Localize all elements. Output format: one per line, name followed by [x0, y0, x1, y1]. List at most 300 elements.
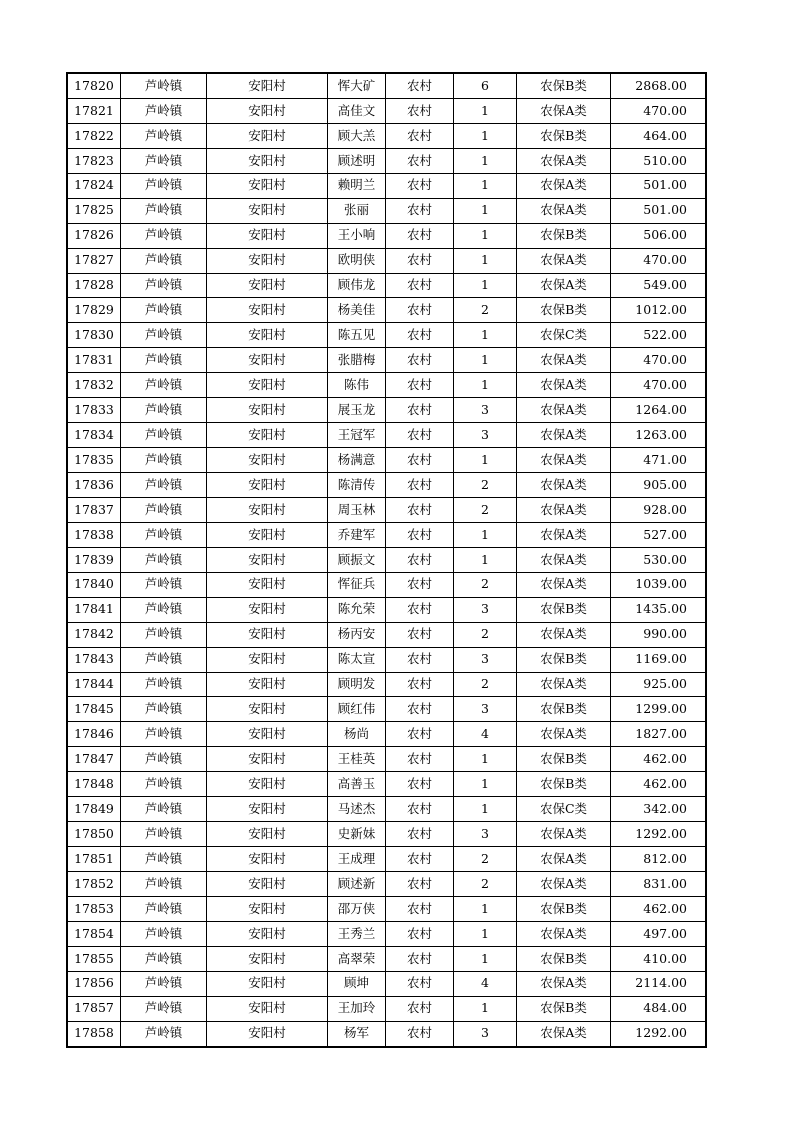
cell-name: 杨尚 [328, 722, 386, 747]
cell-serial-number: 17832 [67, 373, 121, 398]
cell-village: 安阳村 [207, 896, 328, 921]
cell-household-type: 农村 [386, 123, 454, 148]
cell-insurance-category: 农保C类 [517, 797, 611, 822]
cell-household-size: 1 [454, 323, 517, 348]
cell-household-type: 农村 [386, 622, 454, 647]
cell-amount: 1264.00 [611, 398, 707, 423]
cell-household-type: 农村 [386, 921, 454, 946]
cell-name: 马述杰 [328, 797, 386, 822]
cell-name: 王秀兰 [328, 921, 386, 946]
table-row [67, 98, 706, 123]
cell-amount: 527.00 [611, 522, 707, 547]
table-row [67, 946, 706, 971]
cell-insurance-category: 农保A类 [517, 522, 611, 547]
cell-village: 安阳村 [207, 273, 328, 298]
cell-village: 安阳村 [207, 348, 328, 373]
cell-village: 安阳村 [207, 1021, 328, 1046]
cell-insurance-category: 农保A类 [517, 921, 611, 946]
cell-amount: 1827.00 [611, 722, 707, 747]
cell-amount: 462.00 [611, 772, 707, 797]
cell-name: 陈允荣 [328, 597, 386, 622]
cell-household-size: 2 [454, 572, 517, 597]
cell-name: 顾大羔 [328, 123, 386, 148]
table-row [67, 123, 706, 148]
cell-household-size: 2 [454, 497, 517, 522]
cell-name: 王加玲 [328, 996, 386, 1021]
table-row [67, 772, 706, 797]
cell-insurance-category: 农保A类 [517, 273, 611, 298]
cell-serial-number: 17858 [67, 1021, 121, 1046]
cell-amount: 990.00 [611, 622, 707, 647]
table-row [67, 348, 706, 373]
cell-serial-number: 17830 [67, 323, 121, 348]
table-row [67, 847, 706, 872]
cell-serial-number: 17834 [67, 423, 121, 448]
table-row [67, 896, 706, 921]
cell-insurance-category: 农保A类 [517, 1021, 611, 1046]
cell-name: 陈清传 [328, 473, 386, 498]
cell-amount: 501.00 [611, 198, 707, 223]
cell-town: 芦岭镇 [121, 946, 207, 971]
cell-village: 安阳村 [207, 448, 328, 473]
cell-insurance-category: 农保A类 [517, 971, 611, 996]
cell-amount: 1435.00 [611, 597, 707, 622]
cell-name: 赖明兰 [328, 173, 386, 198]
cell-amount: 1299.00 [611, 697, 707, 722]
cell-insurance-category: 农保A类 [517, 173, 611, 198]
cell-amount: 501.00 [611, 173, 707, 198]
cell-village: 安阳村 [207, 597, 328, 622]
cell-serial-number: 17844 [67, 672, 121, 697]
cell-household-type: 农村 [386, 173, 454, 198]
cell-amount: 470.00 [611, 248, 707, 273]
cell-household-type: 农村 [386, 971, 454, 996]
cell-amount: 1169.00 [611, 647, 707, 672]
cell-household-type: 农村 [386, 822, 454, 847]
cell-household-size: 1 [454, 248, 517, 273]
cell-insurance-category: 农保A类 [517, 547, 611, 572]
cell-town: 芦岭镇 [121, 522, 207, 547]
cell-household-size: 3 [454, 697, 517, 722]
cell-amount: 812.00 [611, 847, 707, 872]
cell-town: 芦岭镇 [121, 971, 207, 996]
cell-serial-number: 17835 [67, 448, 121, 473]
cell-household-size: 2 [454, 672, 517, 697]
cell-household-type: 农村 [386, 697, 454, 722]
cell-insurance-category: 农保A类 [517, 98, 611, 123]
cell-household-type: 农村 [386, 398, 454, 423]
cell-insurance-category: 农保A类 [517, 348, 611, 373]
cell-serial-number: 17827 [67, 248, 121, 273]
cell-household-type: 农村 [386, 872, 454, 897]
cell-household-size: 1 [454, 921, 517, 946]
cell-household-size: 2 [454, 473, 517, 498]
cell-name: 顾坤 [328, 971, 386, 996]
cell-household-size: 3 [454, 423, 517, 448]
cell-insurance-category: 农保B类 [517, 223, 611, 248]
cell-name: 展玉龙 [328, 398, 386, 423]
cell-serial-number: 17843 [67, 647, 121, 672]
cell-household-size: 1 [454, 373, 517, 398]
cell-amount: 484.00 [611, 996, 707, 1021]
cell-amount: 410.00 [611, 946, 707, 971]
cell-household-type: 农村 [386, 497, 454, 522]
cell-village: 安阳村 [207, 73, 328, 98]
cell-household-type: 农村 [386, 672, 454, 697]
cell-amount: 506.00 [611, 223, 707, 248]
cell-household-size: 1 [454, 348, 517, 373]
cell-insurance-category: 农保B类 [517, 73, 611, 98]
cell-town: 芦岭镇 [121, 672, 207, 697]
cell-household-type: 农村 [386, 547, 454, 572]
cell-name: 陈五见 [328, 323, 386, 348]
cell-serial-number: 17825 [67, 198, 121, 223]
table-row [67, 373, 706, 398]
cell-name: 杨满意 [328, 448, 386, 473]
cell-name: 王成理 [328, 847, 386, 872]
cell-amount: 464.00 [611, 123, 707, 148]
table-row [67, 522, 706, 547]
cell-town: 芦岭镇 [121, 597, 207, 622]
cell-household-type: 农村 [386, 722, 454, 747]
cell-insurance-category: 农保B类 [517, 298, 611, 323]
cell-serial-number: 17820 [67, 73, 121, 98]
cell-town: 芦岭镇 [121, 248, 207, 273]
cell-household-size: 1 [454, 223, 517, 248]
cell-serial-number: 17856 [67, 971, 121, 996]
cell-village: 安阳村 [207, 996, 328, 1021]
table-row [67, 572, 706, 597]
cell-amount: 470.00 [611, 348, 707, 373]
cell-insurance-category: 农保B类 [517, 996, 611, 1021]
cell-village: 安阳村 [207, 622, 328, 647]
cell-town: 芦岭镇 [121, 298, 207, 323]
table-row [67, 996, 706, 1021]
cell-amount: 1292.00 [611, 1021, 707, 1046]
table-row [67, 148, 706, 173]
cell-serial-number: 17838 [67, 522, 121, 547]
table-row [67, 448, 706, 473]
cell-household-size: 1 [454, 273, 517, 298]
cell-insurance-category: 农保A类 [517, 148, 611, 173]
cell-insurance-category: 农保A类 [517, 722, 611, 747]
cell-household-size: 1 [454, 522, 517, 547]
cell-insurance-category: 农保B类 [517, 647, 611, 672]
cell-amount: 462.00 [611, 747, 707, 772]
cell-town: 芦岭镇 [121, 822, 207, 847]
table-row [67, 398, 706, 423]
cell-amount: 1263.00 [611, 423, 707, 448]
cell-household-type: 农村 [386, 248, 454, 273]
cell-household-type: 农村 [386, 448, 454, 473]
cell-village: 安阳村 [207, 423, 328, 448]
table-row [67, 323, 706, 348]
table-row [67, 647, 706, 672]
table-row [67, 173, 706, 198]
cell-household-size: 3 [454, 1021, 517, 1046]
cell-town: 芦岭镇 [121, 398, 207, 423]
cell-household-size: 3 [454, 822, 517, 847]
table-row [67, 797, 706, 822]
cell-village: 安阳村 [207, 747, 328, 772]
cell-town: 芦岭镇 [121, 373, 207, 398]
cell-serial-number: 17829 [67, 298, 121, 323]
cell-name: 顾述明 [328, 148, 386, 173]
cell-town: 芦岭镇 [121, 996, 207, 1021]
cell-household-size: 6 [454, 73, 517, 98]
cell-insurance-category: 农保A类 [517, 398, 611, 423]
cell-household-type: 农村 [386, 98, 454, 123]
cell-household-type: 农村 [386, 198, 454, 223]
cell-village: 安阳村 [207, 547, 328, 572]
cell-household-size: 1 [454, 448, 517, 473]
cell-name: 邵万侠 [328, 896, 386, 921]
cell-town: 芦岭镇 [121, 747, 207, 772]
cell-household-size: 2 [454, 622, 517, 647]
cell-name: 高佳文 [328, 98, 386, 123]
cell-household-size: 1 [454, 896, 517, 921]
cell-amount: 2868.00 [611, 73, 707, 98]
cell-town: 芦岭镇 [121, 198, 207, 223]
cell-town: 芦岭镇 [121, 73, 207, 98]
table-row [67, 622, 706, 647]
cell-insurance-category: 农保B类 [517, 896, 611, 921]
cell-town: 芦岭镇 [121, 473, 207, 498]
cell-serial-number: 17841 [67, 597, 121, 622]
cell-serial-number: 17853 [67, 896, 121, 921]
cell-village: 安阳村 [207, 872, 328, 897]
cell-household-size: 1 [454, 123, 517, 148]
cell-household-size: 1 [454, 173, 517, 198]
cell-name: 欧明侠 [328, 248, 386, 273]
cell-village: 安阳村 [207, 797, 328, 822]
cell-household-size: 2 [454, 847, 517, 872]
table-row [67, 198, 706, 223]
table-row [67, 722, 706, 747]
cell-household-size: 1 [454, 747, 517, 772]
table-row [67, 1021, 706, 1046]
cell-household-size: 2 [454, 298, 517, 323]
cell-village: 安阳村 [207, 323, 328, 348]
cell-household-type: 农村 [386, 597, 454, 622]
cell-insurance-category: 农保A类 [517, 622, 611, 647]
cell-household-size: 1 [454, 946, 517, 971]
cell-village: 安阳村 [207, 772, 328, 797]
cell-serial-number: 17833 [67, 398, 121, 423]
cell-serial-number: 17837 [67, 497, 121, 522]
cell-name: 陈伟 [328, 373, 386, 398]
cell-town: 芦岭镇 [121, 647, 207, 672]
cell-town: 芦岭镇 [121, 148, 207, 173]
cell-amount: 1012.00 [611, 298, 707, 323]
cell-household-type: 农村 [386, 323, 454, 348]
table-row [67, 473, 706, 498]
cell-village: 安阳村 [207, 946, 328, 971]
cell-amount: 925.00 [611, 672, 707, 697]
cell-town: 芦岭镇 [121, 1021, 207, 1046]
cell-serial-number: 17850 [67, 822, 121, 847]
cell-name: 王冠军 [328, 423, 386, 448]
cell-town: 芦岭镇 [121, 572, 207, 597]
cell-village: 安阳村 [207, 847, 328, 872]
cell-village: 安阳村 [207, 572, 328, 597]
cell-name: 周玉林 [328, 497, 386, 522]
cell-town: 芦岭镇 [121, 273, 207, 298]
cell-name: 张腊梅 [328, 348, 386, 373]
cell-insurance-category: 农保B类 [517, 747, 611, 772]
cell-insurance-category: 农保B类 [517, 597, 611, 622]
cell-serial-number: 17840 [67, 572, 121, 597]
cell-household-type: 农村 [386, 148, 454, 173]
cell-serial-number: 17855 [67, 946, 121, 971]
cell-village: 安阳村 [207, 497, 328, 522]
cell-town: 芦岭镇 [121, 872, 207, 897]
cell-name: 顾述新 [328, 872, 386, 897]
cell-serial-number: 17854 [67, 921, 121, 946]
cell-serial-number: 17846 [67, 722, 121, 747]
cell-amount: 549.00 [611, 273, 707, 298]
cell-household-type: 农村 [386, 946, 454, 971]
cell-household-type: 农村 [386, 647, 454, 672]
cell-household-type: 农村 [386, 223, 454, 248]
cell-household-type: 农村 [386, 423, 454, 448]
cell-village: 安阳村 [207, 822, 328, 847]
table-row [67, 423, 706, 448]
cell-village: 安阳村 [207, 921, 328, 946]
cell-village: 安阳村 [207, 473, 328, 498]
cell-household-size: 3 [454, 647, 517, 672]
cell-serial-number: 17824 [67, 173, 121, 198]
cell-household-size: 1 [454, 98, 517, 123]
cell-serial-number: 17845 [67, 697, 121, 722]
cell-serial-number: 17857 [67, 996, 121, 1021]
cell-household-size: 2 [454, 872, 517, 897]
cell-name: 乔建军 [328, 522, 386, 547]
cell-insurance-category: 农保B类 [517, 946, 611, 971]
cell-village: 安阳村 [207, 522, 328, 547]
cell-household-size: 4 [454, 971, 517, 996]
cell-name: 高翠荣 [328, 946, 386, 971]
cell-name: 陈太宣 [328, 647, 386, 672]
cell-town: 芦岭镇 [121, 173, 207, 198]
cell-insurance-category: 农保C类 [517, 323, 611, 348]
cell-name: 顾振文 [328, 547, 386, 572]
table-row [67, 298, 706, 323]
table-row [67, 872, 706, 897]
cell-town: 芦岭镇 [121, 896, 207, 921]
table-row [67, 921, 706, 946]
cell-name: 王桂英 [328, 747, 386, 772]
cell-household-size: 1 [454, 797, 517, 822]
cell-village: 安阳村 [207, 722, 328, 747]
cell-town: 芦岭镇 [121, 448, 207, 473]
cell-name: 顾红伟 [328, 697, 386, 722]
cell-insurance-category: 农保A类 [517, 572, 611, 597]
cell-village: 安阳村 [207, 248, 328, 273]
cell-household-size: 3 [454, 597, 517, 622]
table-row [67, 971, 706, 996]
cell-village: 安阳村 [207, 971, 328, 996]
cell-household-type: 农村 [386, 348, 454, 373]
cell-amount: 510.00 [611, 148, 707, 173]
cell-serial-number: 17828 [67, 273, 121, 298]
table-row [67, 822, 706, 847]
cell-village: 安阳村 [207, 298, 328, 323]
cell-serial-number: 17852 [67, 872, 121, 897]
cell-household-type: 农村 [386, 797, 454, 822]
cell-amount: 905.00 [611, 473, 707, 498]
cell-name: 恽征兵 [328, 572, 386, 597]
cell-village: 安阳村 [207, 697, 328, 722]
cell-village: 安阳村 [207, 223, 328, 248]
cell-town: 芦岭镇 [121, 423, 207, 448]
cell-amount: 1039.00 [611, 572, 707, 597]
cell-household-size: 3 [454, 398, 517, 423]
cell-name: 史新妹 [328, 822, 386, 847]
cell-household-type: 农村 [386, 772, 454, 797]
cell-name: 王小响 [328, 223, 386, 248]
cell-insurance-category: 农保B类 [517, 123, 611, 148]
cell-serial-number: 17849 [67, 797, 121, 822]
cell-town: 芦岭镇 [121, 722, 207, 747]
cell-serial-number: 17821 [67, 98, 121, 123]
cell-serial-number: 17826 [67, 223, 121, 248]
table-row [67, 672, 706, 697]
cell-town: 芦岭镇 [121, 921, 207, 946]
cell-name: 杨丙安 [328, 622, 386, 647]
cell-insurance-category: 农保A类 [517, 423, 611, 448]
data-table [66, 72, 707, 1048]
cell-name: 杨军 [328, 1021, 386, 1046]
cell-household-type: 农村 [386, 298, 454, 323]
table-body [67, 73, 706, 1047]
cell-household-type: 农村 [386, 273, 454, 298]
table-row [67, 73, 706, 98]
cell-household-type: 农村 [386, 1021, 454, 1046]
cell-amount: 497.00 [611, 921, 707, 946]
cell-insurance-category: 农保A类 [517, 872, 611, 897]
cell-village: 安阳村 [207, 98, 328, 123]
cell-household-size: 1 [454, 148, 517, 173]
table-row [67, 747, 706, 772]
cell-town: 芦岭镇 [121, 547, 207, 572]
cell-village: 安阳村 [207, 373, 328, 398]
cell-household-type: 农村 [386, 373, 454, 398]
cell-town: 芦岭镇 [121, 123, 207, 148]
cell-household-type: 农村 [386, 847, 454, 872]
table-row [67, 547, 706, 572]
cell-household-type: 农村 [386, 896, 454, 921]
cell-town: 芦岭镇 [121, 497, 207, 522]
cell-household-size: 1 [454, 772, 517, 797]
cell-town: 芦岭镇 [121, 772, 207, 797]
cell-amount: 831.00 [611, 872, 707, 897]
cell-household-type: 农村 [386, 572, 454, 597]
cell-amount: 470.00 [611, 373, 707, 398]
cell-village: 安阳村 [207, 123, 328, 148]
cell-village: 安阳村 [207, 647, 328, 672]
cell-town: 芦岭镇 [121, 847, 207, 872]
cell-name: 顾明发 [328, 672, 386, 697]
cell-amount: 530.00 [611, 547, 707, 572]
cell-serial-number: 17839 [67, 547, 121, 572]
cell-town: 芦岭镇 [121, 98, 207, 123]
table-row [67, 223, 706, 248]
cell-insurance-category: 农保A类 [517, 672, 611, 697]
cell-household-type: 农村 [386, 73, 454, 98]
table-row [67, 697, 706, 722]
cell-town: 芦岭镇 [121, 348, 207, 373]
